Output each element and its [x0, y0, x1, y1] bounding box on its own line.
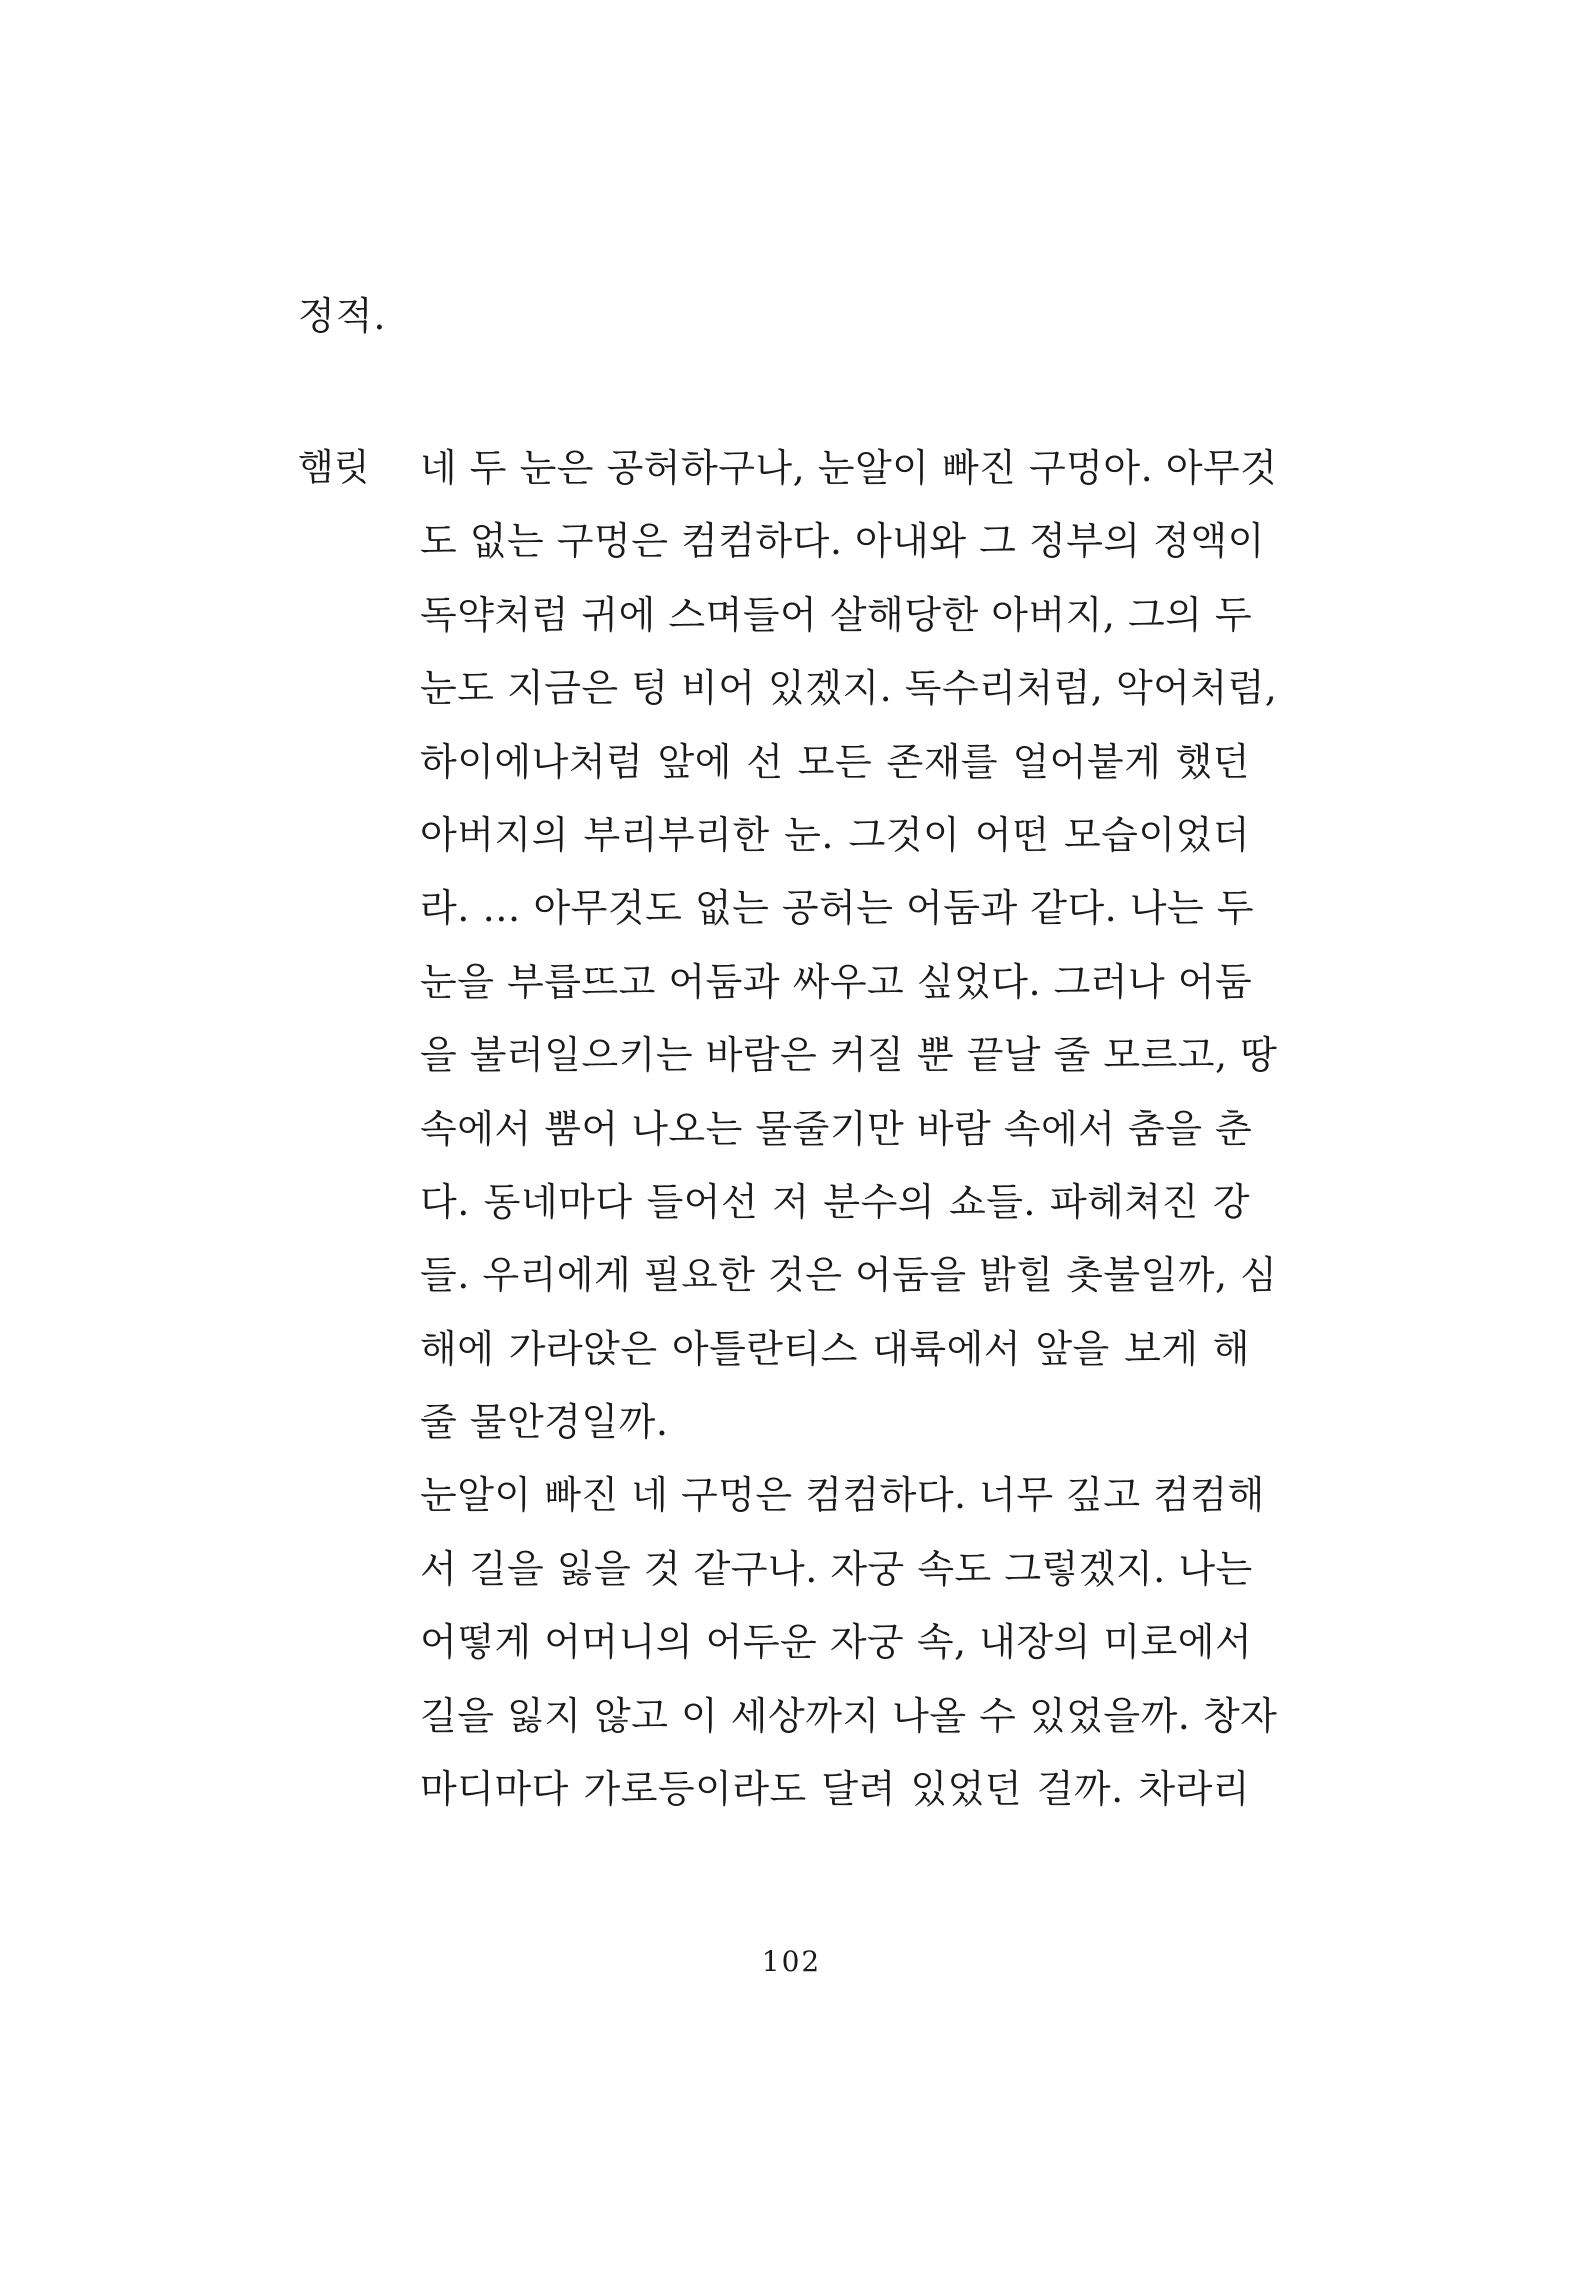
speech-line: 서 길을 잃을 것 같구나. 자궁 속도 그렇겠지. 나는 — [420, 1546, 1253, 1591]
speech-line: 을 불러일으키는 바람은 커질 뿐 끝날 줄 모르고, 땅 — [420, 1033, 1278, 1078]
speech-line: 다. 동네마다 들어선 저 분수의 쇼들. 파헤쳐진 강 — [420, 1179, 1250, 1224]
speech-line: 눈을 부릅뜨고 어둠과 싸우고 싶었다. 그러나 어둠 — [420, 959, 1253, 1004]
speech-line: 어떻게 어머니의 어두운 자궁 속, 내장의 미로에서 — [420, 1620, 1253, 1665]
speech-line: 속에서 뿜어 나오는 물줄기만 바람 속에서 춤을 춘 — [420, 1106, 1253, 1151]
speech-line: 도 없는 구멍은 컴컴하다. 아내와 그 정부의 정액이 — [420, 519, 1265, 564]
speech-line: 길을 잃지 않고 이 세상까지 나올 수 있었을까. 창자 — [420, 1693, 1278, 1738]
speech-line: 마디마다 가로등이라도 달려 있었던 걸까. 차라리 — [420, 1767, 1250, 1812]
speaker-name: 햄릿 — [298, 446, 370, 489]
speech-block — [420, 444, 1278, 1838]
speech-line: 아버지의 부리부리한 눈. 그것이 어떤 모습이었더 — [420, 812, 1250, 857]
stage-direction: 정적. — [298, 294, 387, 338]
speech-line: 네 두 눈은 공허하구나, 눈알이 빠진 구멍아. 아무것 — [420, 446, 1278, 490]
speech-line: 라. … 아무것도 없는 공허는 어둠과 같다. 나는 두 — [420, 886, 1255, 931]
speech-line: 들. 우리에게 필요한 것은 어둠을 밝힐 촛불일까, 심 — [420, 1253, 1278, 1298]
speech-line: 독약처럼 귀에 스며들어 살해당한 아버지, 그의 두 — [420, 592, 1253, 637]
speech-line: 해에 가라앉은 아틀란티스 대륙에서 앞을 보게 해 — [420, 1326, 1250, 1371]
page-number: 102 — [761, 1945, 822, 1978]
speech-line: 하이에나처럼 앞에 선 모든 존재를 얼어붙게 했던 — [420, 739, 1250, 784]
speech-line: 줄 물안경일까. — [420, 1400, 669, 1445]
speech-line: 눈알이 빠진 네 구멍은 컴컴하다. 너무 깊고 컴컴해 — [420, 1473, 1265, 1518]
speech-line: 눈도 지금은 텅 비어 있겠지. 독수리처럼, 악어처럼, — [420, 666, 1278, 711]
